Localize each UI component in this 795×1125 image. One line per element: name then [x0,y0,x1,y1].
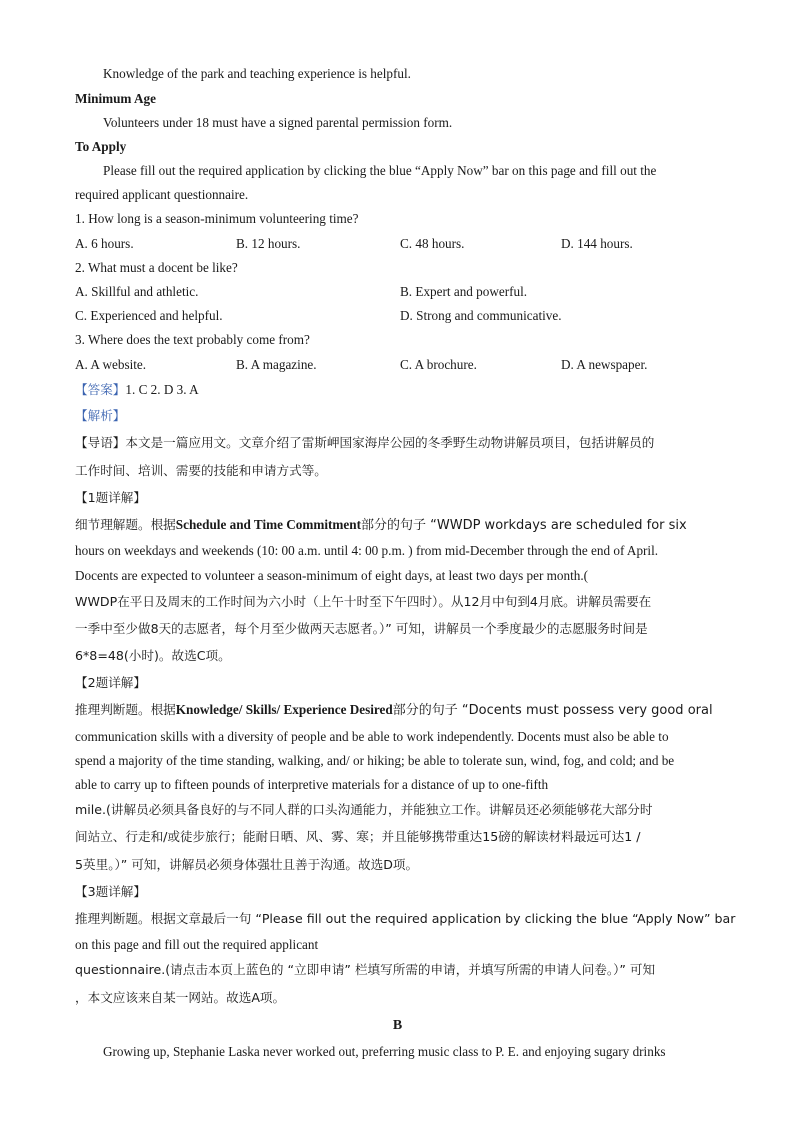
question-3-option-b: B. A magazine. [236,357,317,372]
q3-explanation-line: questionnaire.(请点击本页上蓝色的 “立即申请” 栏填写所需的申请，并填写所需的申请人问卷。）” 可知 [75,962,656,977]
q1-explanation-line: Docents are expected to volunteer a season-minimum of eight days, at least two days per month.( [75,568,589,583]
answer-label: 【答案】 [75,382,126,397]
q2-prefix: 推理判断题。根据 [75,702,176,717]
question-3-stem: 3. Where does the text probably come from? [75,332,310,347]
question-2-option-a: A. Skillful and athletic. [75,284,199,299]
q1-prefix: 细节理解题。根据 [75,517,176,532]
min-age-text: Volunteers under 18 must have a signed parental permission form. [103,115,453,130]
question-1-option-a: A. 6 hours. [75,236,134,251]
q2-explanation-label: 【2题详解】 [75,675,146,690]
q2-quote-start: 部分的句子 “Docents must possess very good oral [392,703,713,718]
q1-explanation-line [75,515,687,536]
q2-explanation-line: spend a majority of the time standing, walking, and/ or hiking; be able to tolerate sun, wind, fog, and cold; and be [75,753,675,768]
question-1-option-b: B. 12 hours. [236,236,301,251]
question-2-option-b: B. Expert and powerful. [400,284,528,299]
question-1-option-c: C. 48 hours. [400,236,465,251]
question-3-option-c: C. A brochure. [400,357,477,372]
q2-section-name: Knowledge/ Skills/ Experience Desired [175,702,393,717]
q1-section-name: Schedule and Time Commitment [175,517,361,532]
section-b-first-line: Growing up, Stephanie Laska never worked out, preferring music class to P. E. and enjoying sugary drinks [103,1044,666,1059]
analysis-label: 【解析】 [75,408,126,423]
question-2-stem: 2. What must a docent be like? [75,260,238,275]
q2-explanation-line: communication skills with a diversity of people and be able to work independently. Docents must also be able to [75,729,669,744]
guide-line: 【导语】本文是一篇应用文。文章介绍了雷斯岬国家海岸公园的冬季野生动物讲解员项目，包括讲解员的 [75,435,655,450]
section-b-heading: B [392,1018,403,1033]
question-2-option-d: D. Strong and communicative. [400,308,562,323]
q1-explanation-line: WWDP在平日及周末的工作时间为六小时（上午十时至下午四时）。从12月中旬到4月底。讲解员需要在 [75,594,652,609]
question-3-option-a: A. A website. [75,357,147,372]
to-apply-text-cont: required applicant questionnaire. [75,187,249,202]
q2-explanation-line: 间站立、行走和/或徒步旅行；能耐日晒、风、雾、寒；并且能够携带重达15磅的解读材料最远可达1 / [75,829,641,844]
q3-explanation-line: ，本文应该来自某一网站。故选A项。 [75,990,286,1005]
q1-explanation-line: 一季中至少做8天的志愿者，每个月至少做两天志愿者。）” 可知，讲解员一个季度最少的志愿服务时间是 [75,621,648,636]
intro-line: Knowledge of the park and teaching experience is helpful. [103,66,411,81]
answer-text: 1. C 2. D 3. A [125,382,199,397]
q2-explanation-line: 5英里。）” 可知，讲解员必须身体强壮且善于沟通。故选D项。 [75,857,419,872]
guide-line-cont: 工作时间、培训、需要的技能和申请方式等。 [75,463,327,478]
min-age-heading: Minimum Age [75,91,156,106]
question-2-option-c: C. Experienced and helpful. [75,308,223,323]
question-1-stem: 1. How long is a season-minimum volunteering time? [75,211,359,226]
q2-explanation-line [75,700,713,721]
q3-explanation-label: 【3题详解】 [75,884,146,899]
to-apply-heading: To Apply [75,139,127,154]
q3-explanation-line: 推理判断题。根据文章最后一句 “Please fill out the required application by clicking the blue “Apply Now” bar [75,911,736,926]
q3-explanation-line: on this page and fill out the required applicant [75,937,319,952]
q2-explanation-line: mile.(讲解员必须具备良好的与不同人群的口头沟通能力，并能独立工作。讲解员还必须能够花大部分时 [75,802,653,817]
question-3-option-d: D. A newspaper. [561,357,648,372]
answer-line [75,380,199,400]
q1-quote-start: 部分的句子 “WWDP workdays are scheduled for six [361,518,687,533]
to-apply-text: Please fill out the required application by clicking the blue “Apply Now” bar on this page and fill out the [103,163,657,178]
q1-explanation-line: hours on weekdays and weekends (10: 00 a.m. until 4: 00 p.m. ) from mid-December through the end of April. [75,543,659,558]
question-1-option-d: D. 144 hours. [561,236,633,251]
q2-explanation-line: able to carry up to fifteen pounds of interpretive materials for a distance of up to one-fifth [75,777,549,792]
q1-explanation-line: 6*8=48(小时)。故选C项。 [75,648,231,663]
q1-explanation-label: 【1题详解】 [75,490,146,505]
